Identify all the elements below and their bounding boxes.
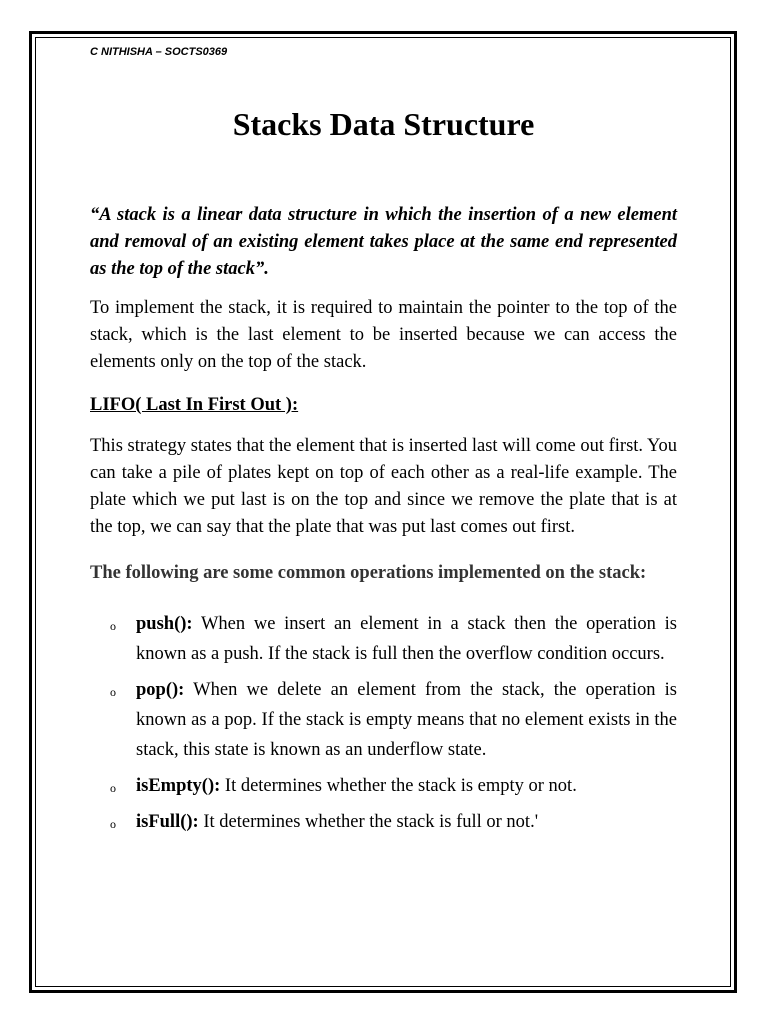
header-author: C NITHISHA – SOCTS0369 [90,46,228,58]
lifo-paragraph: This strategy states that the element that is inserted last will come out first. You can take a pile of plates kept on top of each other as a real-life example. The plate which we put last is on the top and since we remove the plate that is at the top, we can say that the plate that was put last comes out first. [90,436,677,537]
intro-paragraph: To implement the stack, it is required to maintain the pointer to the top of the stack, which is the last element to be inserted because we can access the elements only on the top of the stack. [90,298,677,372]
list-item-pop [90,675,677,765]
bullet-icon: o [110,619,116,633]
list-item-isfull [90,807,677,837]
operation-name: isFull(): [136,812,199,832]
operations-heading: The following are some common operations implemented on the stack: [90,563,647,583]
operation-name: isEmpty(): [136,776,221,796]
operation-description: When we insert an element in a stack then the operation is known as a push. If the stack is full then the overflow condition occurs. [136,614,677,664]
operation-description: It determines whether the stack is full or not.' [198,812,539,832]
bullet-icon: o [110,781,116,795]
stack-definition: “A stack is a linear data structure in which the insertion of a new element and removal of an existing element takes place at the same end represented as the top of the stack”. [90,205,677,279]
bullet-icon: o [110,685,116,699]
bullet-icon: o [110,817,116,831]
list-item-isempty [90,771,677,801]
document-content [90,46,677,843]
operation-name: pop(): [136,680,185,700]
lifo-heading: LIFO( Last In First Out ): [90,395,299,415]
operation-name: push(): [136,614,193,634]
list-item-push [90,609,677,669]
page-title: Stacks Data Structure [232,106,535,142]
operations-list [90,609,677,837]
operation-description: When we delete an element from the stack, the operation is known as a pop. If the stack is empty means that no element exists in the stack, this state is known as an underflow state. [136,680,677,760]
operation-description: It determines whether the stack is empty or not. [220,776,577,796]
